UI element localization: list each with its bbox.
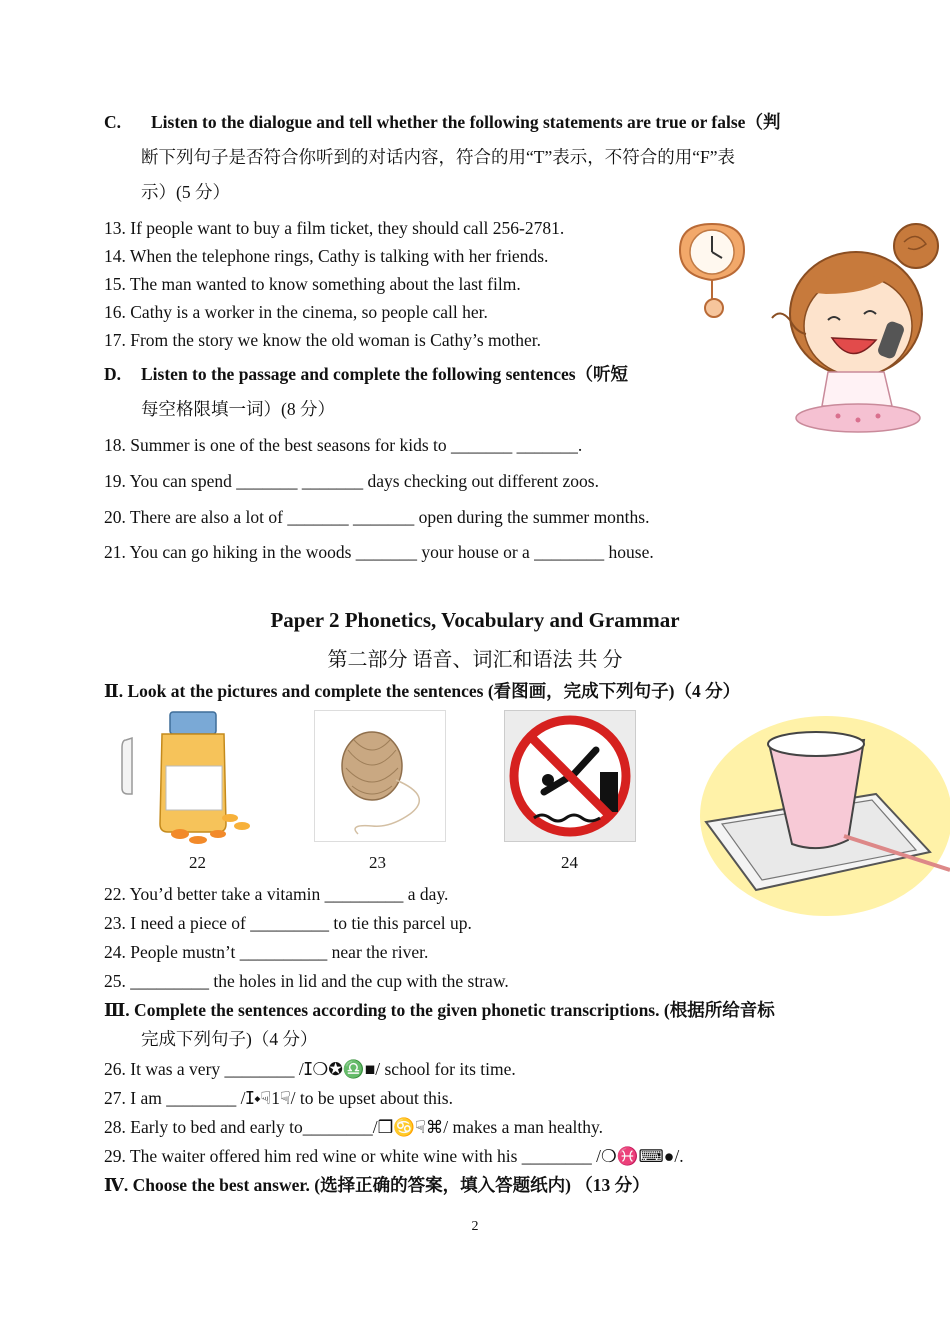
picture-caption-22: 22 — [189, 853, 206, 872]
section-c-heading-cont-1: 断下列句子是否符合你听到的对话内容，符合的用“T”表示，不符合的用“F”表 — [141, 147, 735, 167]
girl-on-phone-illustration — [766, 222, 950, 434]
sentence-20: 20. There are also a lot of _______ _______ open during the summer months. — [104, 507, 650, 527]
statement-13: 13. If people want to buy a film ticket, they should call 256-2781. — [104, 218, 565, 238]
sentence-26: 26. It was a very ________ /ⵊ❍✪♎■/ school for its time. — [104, 1059, 516, 1079]
section-iii-heading: Ⅲ. Complete the sentences according to the given phonetic transcriptions. (根据所给音标 — [104, 1000, 775, 1020]
sentence-21: 21. You can go hiking in the woods _______ your house or a ________ house. — [104, 542, 654, 562]
picture-caption-23: 23 — [369, 853, 386, 872]
string-ball-picture — [314, 710, 446, 842]
section-d-heading: Listen to the passage and complete the following sentences（听短 — [141, 364, 629, 384]
statement-17: 17. From the story we know the old woman is Cathy’s mother. — [104, 330, 541, 350]
section-d-letter: D. — [104, 364, 122, 384]
section-ii-heading: Ⅱ. Look at the pictures and complete the sentences (看图画，完成下列句子)（4 分） — [104, 681, 741, 701]
statement-15: 15. The man wanted to know something about the last film. — [104, 274, 521, 294]
statement-14: 14. When the telephone rings, Cathy is talking with her friends. — [104, 246, 549, 266]
sentence-22: 22. You’d better take a vitamin _________ a day. — [104, 884, 449, 904]
picture-caption-24: 24 — [561, 853, 578, 872]
sentence-27: 27. I am ________ /ⵊ⬩☟1☟/ to be upset about this. — [104, 1088, 453, 1108]
sentence-24: 24. People mustn’t __________ near the river. — [104, 942, 429, 962]
section-iii-heading-cont: 完成下列句子)（4 分） — [141, 1029, 318, 1049]
section-iv-heading: Ⅳ. Choose the best answer. (选择正确的答案，填入答题纸内) （13 分） — [104, 1175, 650, 1195]
vitamin-bottle-picture — [118, 708, 260, 844]
clock-illustration — [674, 222, 750, 322]
no-swimming-sign-picture — [504, 710, 636, 842]
section-d-heading-cont: 每空格限填一词）(8 分） — [141, 399, 335, 419]
sentence-29: 29. The waiter offered him red wine or white wine with his ________ /❍♓⌨●/. — [104, 1146, 684, 1166]
section-c-heading-cont-2: 示）(5 分） — [141, 182, 230, 202]
sentence-25: 25. _________ the holes in lid and the cup with the straw. — [104, 971, 509, 991]
paper-title: Paper 2 Phonetics, Vocabulary and Grammar — [270, 608, 680, 632]
section-c-heading: Listen to the dialogue and tell whether the following statements are true or false（判 — [151, 112, 781, 132]
sentence-23: 23. I need a piece of _________ to tie this parcel up. — [104, 913, 472, 933]
paper-subtitle: 第二部分 语音、词汇和语法 共 分 — [327, 649, 623, 671]
cup-and-straw-picture — [696, 712, 950, 920]
sentence-28: 28. Early to bed and early to________/❒♋☟⌘/ makes a man healthy. — [104, 1117, 603, 1137]
sentence-19: 19. You can spend _______ _______ days checking out different zoos. — [104, 471, 599, 491]
statement-16: 16. Cathy is a worker in the cinema, so people call her. — [104, 302, 488, 322]
sentence-18: 18. Summer is one of the best seasons for kids to _______ _______. — [104, 435, 583, 455]
section-c-letter: C. — [104, 112, 122, 132]
page-number: 2 — [471, 1219, 479, 1234]
